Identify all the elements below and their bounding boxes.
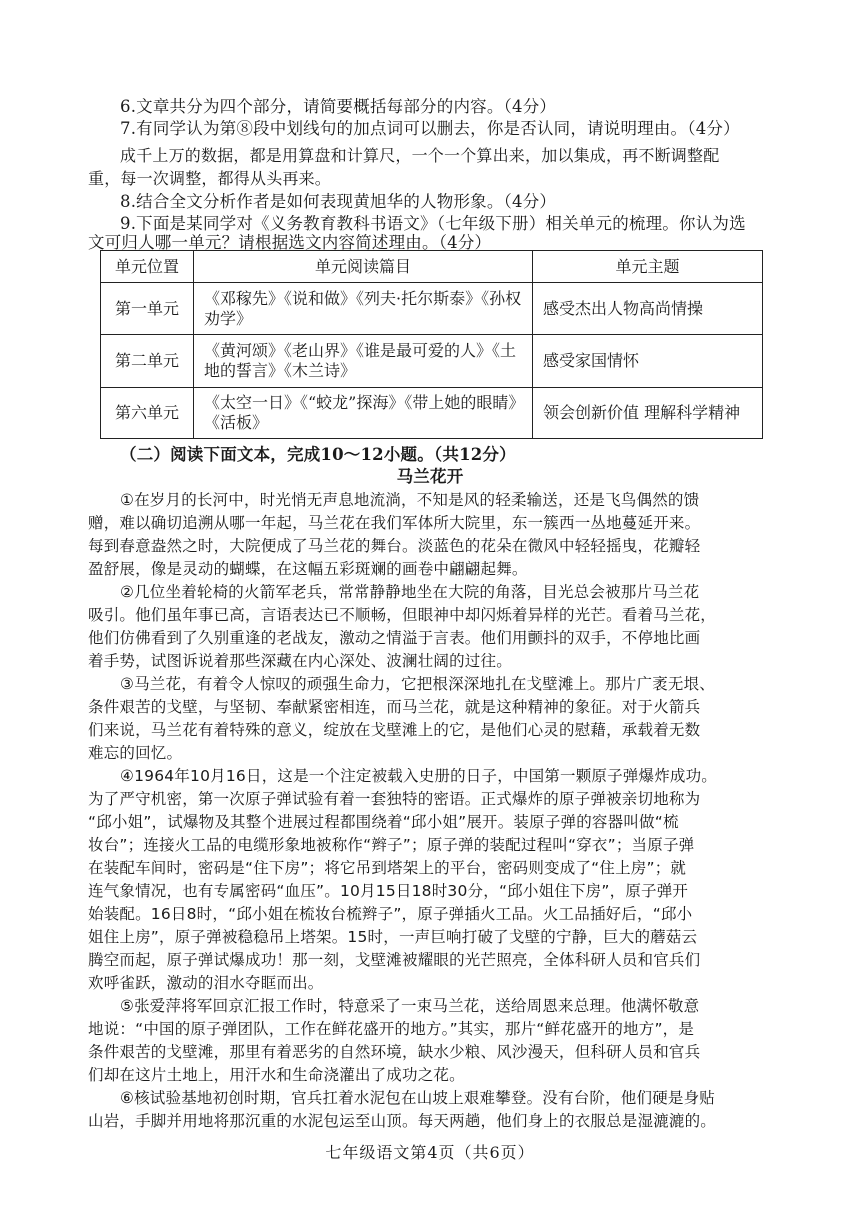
- passage-line: 连气象情况，也有专属密码“血压”。10月15日18时30分，“邱小姐住下房”，原子弹开: [88, 882, 689, 900]
- passage-line: 难忘的回忆。: [88, 744, 183, 762]
- unit-readings-cell: 《黄河颂》《老山界》《谁是最可爱的人》《土地的誓言》《木兰诗》: [194, 335, 533, 388]
- passage-line: 着手势，试图诉说着那些深藏在内心深处、波澜壮阔的过往。: [88, 652, 512, 670]
- unit-readings-cell: 《太空一日》《“蛟龙”探海》《带上她的眼睛》《活板》: [194, 388, 533, 439]
- table-header: 单元阅读篇目: [194, 251, 533, 283]
- unit-position-cell: 第二单元: [101, 335, 194, 388]
- table-header-row: [101, 251, 763, 283]
- unit-table: [100, 250, 763, 439]
- unit-theme-cell: 感受家国情怀: [533, 335, 763, 388]
- passage-line: 腾空而起，原子弹试爆成功！那一刻，戈壁滩被耀眼的光芒照亮，全体科研人员和官兵们: [88, 951, 701, 969]
- passage-line: ③马兰花，有着令人惊叹的顽强生命力，它把根深深地扎在戈壁滩上。那片广袤无垠、: [120, 675, 715, 693]
- passage-line: 条件艰苦的戈壁，与坚韧、奉献紧密相连，而马兰花，就是这种精神的象征。对于火箭兵: [88, 698, 701, 716]
- passage-line: ⑤张爱萍将军回京汇报工作时，特意采了一束马兰花，送给周恩来总理。他满怀敬意: [120, 997, 700, 1015]
- passage-title: 马兰花开: [396, 467, 464, 486]
- question-7-quote-line-2: 重，每一次调整，都得从头再来。: [88, 169, 332, 188]
- passage-line: ⑥核试验基地初创时期，官兵扛着水泥包在山坡上艰难攀登。没有台阶，他们硬是身贴: [120, 1089, 715, 1107]
- passage-line: ①在岁月的长河中，时光悄无声息地流淌，不知是风的轻柔输送，还是飞鸟偶然的馈: [120, 491, 700, 509]
- question-9-line-2: 文可归人哪一单元？请根据选文内容简述理由。（4分）: [88, 233, 492, 252]
- table-header: 单元主题: [533, 251, 763, 283]
- passage-line: ②几位坐着轮椅的火箭军老兵，常常静静地坐在大院的角落，目光总会被那片马兰花: [120, 583, 700, 601]
- passage-line: 们却在这片土地上，用汗水和生命浇灌出了成功之花。: [88, 1066, 465, 1084]
- passage-line: “邱小姐”，试爆物及其整个进展过程都围绕着“邱小姐”展开。装原子弹的容器叫做“梳: [88, 813, 679, 831]
- section-heading: （二）阅读下面文本，完成10～12小题。（共12分）: [120, 445, 516, 464]
- passage-line: 赠，难以确切追溯从哪一年起，马兰花在我们军体所大院里，东一簇西一丛地蔓延开来。: [88, 514, 701, 532]
- passage-line: 他们仿佛看到了久别重逢的老战友，激动之情溢于言表。他们用颤抖的双手，不停地比画: [88, 629, 701, 647]
- passage-line: 姐住上房”，原子弹被稳稳吊上塔架。15时，一声巨响打破了戈壁的宁静，巨大的蘑菇云: [88, 928, 698, 946]
- passage-line: 们来说，马兰花有着特殊的意义，绽放在戈壁滩上的它，是他们心灵的慰藉，承载着无数: [88, 721, 701, 739]
- passage-line: 吸引。他们虽年事已高，言语表达已不顺畅，但眼神中却闪烁着异样的光芒。看着马兰花，: [88, 606, 717, 624]
- passage-line: 盈舒展，像是灵动的蝴蝶，在这幅五彩斑斓的画卷中翩翩起舞。: [88, 560, 528, 578]
- unit-position-cell: 第一单元: [101, 283, 194, 335]
- question-9-line-1: 9.下面是某同学对《义务教育教科书语文》（七年级下册）相关单元的梳理。你认为选: [120, 214, 746, 233]
- passage-line: 欢呼雀跃，激动的泪水夺眶而出。: [88, 974, 324, 992]
- passage-line: 山岩，手脚并用地将那沉重的水泥包运至山顶。每天两趟，他们身上的衣服总是湿漉漉的。: [88, 1112, 717, 1130]
- passage-line: 每到春意盎然之时，大院便成了马兰花的舞台。淡蓝色的花朵在微风中轻轻摇曳，花瓣轻: [88, 537, 701, 555]
- unit-position-cell: 第六单元: [101, 388, 194, 439]
- table-row: [101, 283, 763, 335]
- question-8: 8.结合全文分析作者是如何表现黄旭华的人物形象。（4分）: [120, 192, 557, 211]
- passage-line: 条件艰苦的戈壁滩，那里有着恶劣的自然环境，缺水少粮、风沙漫天，但科研人员和官兵: [88, 1043, 701, 1061]
- unit-theme-cell: 感受杰出人物高尚情操: [533, 283, 763, 335]
- page-footer: 七年级语文第4页（共6页）: [325, 1143, 535, 1162]
- passage-line: 地说：“中国的原子弹团队，工作在鲜花盛开的地方。”其实，那片“鲜花盛开的地方”，是: [88, 1020, 695, 1038]
- table-header: 单元位置: [101, 251, 194, 283]
- unit-theme-cell: 领会创新价值 理解科学精神: [533, 388, 763, 439]
- passage-line: 始装配。16日8时，“邱小姐在梳妆台梳辫子”，原子弹插火工品。火工品插好后，“邱小: [88, 905, 693, 923]
- question-6: 6.文章共分为四个部分，请简要概括每部分的内容。（4分）: [120, 97, 557, 116]
- unit-readings-cell: 《邓稼先》《说和做》《列夫·托尔斯泰》《孙权劝学》: [194, 283, 533, 335]
- passage-line: ④1964年10月16日，这是一个注定被载入史册的日子，中国第一颗原子弹爆炸成功。: [120, 767, 717, 785]
- table-row: [101, 388, 763, 439]
- passage-line: 为了严守机密，第一次原子弹试验有着一套独特的密语。正式爆炸的原子弹被亲切地称为: [88, 790, 701, 808]
- passage-line: 在装配车间时，密码是“住下房”；将它吊到塔架上的平台，密码则变成了“住上房”；就: [88, 859, 687, 877]
- question-7-quote-line-1: 成千上万的数据，都是用算盘和计算尺，一个一个算出来，加以集成，再不断调整配: [120, 146, 720, 165]
- passage-line: 妆台”；连接火工品的电缆形象地被称作“辫子”；原子弹的装配过程叫“穿衣”；当原子弹: [88, 836, 695, 854]
- table-row: [101, 335, 763, 388]
- question-7: 7.有同学认为第⑧段中划线句的加点词可以删去，你是否认同，请说明理由。（4分）: [120, 119, 740, 138]
